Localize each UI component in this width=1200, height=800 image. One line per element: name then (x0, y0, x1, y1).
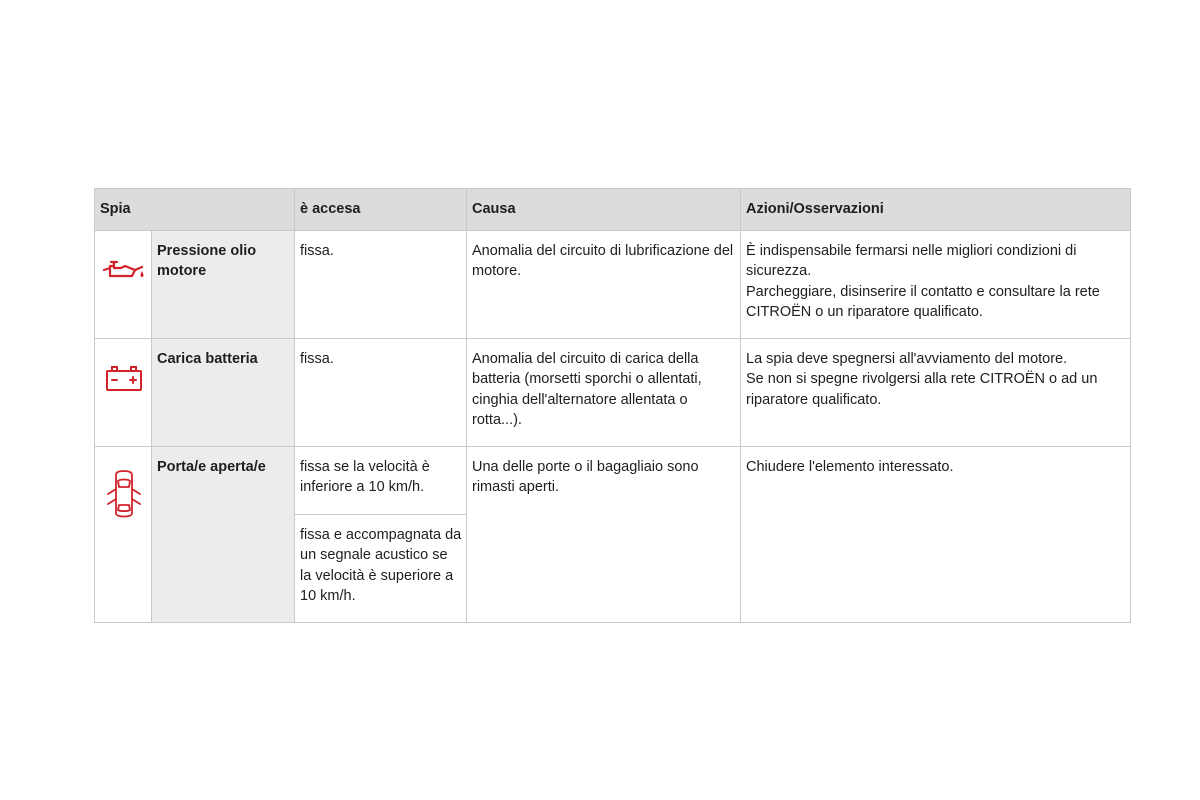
header-causa: Causa (467, 189, 741, 231)
azioni-text: È indispensabile fermarsi nelle migliori condizioni di sicurezza. (746, 242, 1077, 279)
warning-name: Porta/e aperta/e (152, 446, 295, 622)
accesa-cell: fissa e accompagnata da un segnale acustico se la velocità è superiore a 10 km/h. (295, 514, 467, 622)
oil-pressure-icon (101, 257, 147, 287)
door-open-icon (104, 469, 144, 519)
header-spia: Spia (95, 189, 295, 231)
azioni-text: La spia deve spegnersi all'avviamento del motore. (746, 350, 1068, 367)
warning-name: Carica batteria (152, 338, 295, 446)
accesa-cell: fissa. (295, 230, 467, 338)
accesa-cell: fissa se la velocità è inferiore a 10 km/h. (295, 446, 467, 514)
icon-cell (95, 338, 152, 446)
azioni-cell: Chiudere l'elemento interessato. (741, 446, 1131, 622)
azioni-cell (741, 230, 1131, 338)
icon-cell (95, 230, 152, 338)
icon-cell (95, 446, 152, 622)
causa-cell: Anomalia del circuito di lubrificazione del motore. (467, 230, 741, 338)
header-accesa: è accesa (295, 189, 467, 231)
warning-name: Pressione olio motore (152, 230, 295, 338)
azioni-text: Parcheggiare, disinserire il contatto e consultare la rete CITROËN o un riparatore qualificato. (746, 283, 1100, 320)
azioni-text: Se non si spegne rivolgersi alla rete CITROËN o ad un riparatore qualificato. (746, 371, 1098, 408)
header-azioni: Azioni/Osservazioni (741, 189, 1131, 231)
azioni-cell (741, 338, 1131, 446)
causa-cell: Una delle porte o il bagagliaio sono rimasti aperti. (467, 446, 741, 622)
table-row (95, 446, 1131, 514)
battery-icon (104, 363, 144, 393)
table-header-row (95, 189, 1131, 231)
warning-lights-table (94, 188, 1131, 623)
accesa-cell: fissa. (295, 338, 467, 446)
table-row (95, 338, 1131, 446)
causa-cell: Anomalia del circuito di carica della batteria (morsetti sporchi o allentati, cinghia dell'alternatore allentata o rotta...). (467, 338, 741, 446)
table-row (95, 230, 1131, 338)
